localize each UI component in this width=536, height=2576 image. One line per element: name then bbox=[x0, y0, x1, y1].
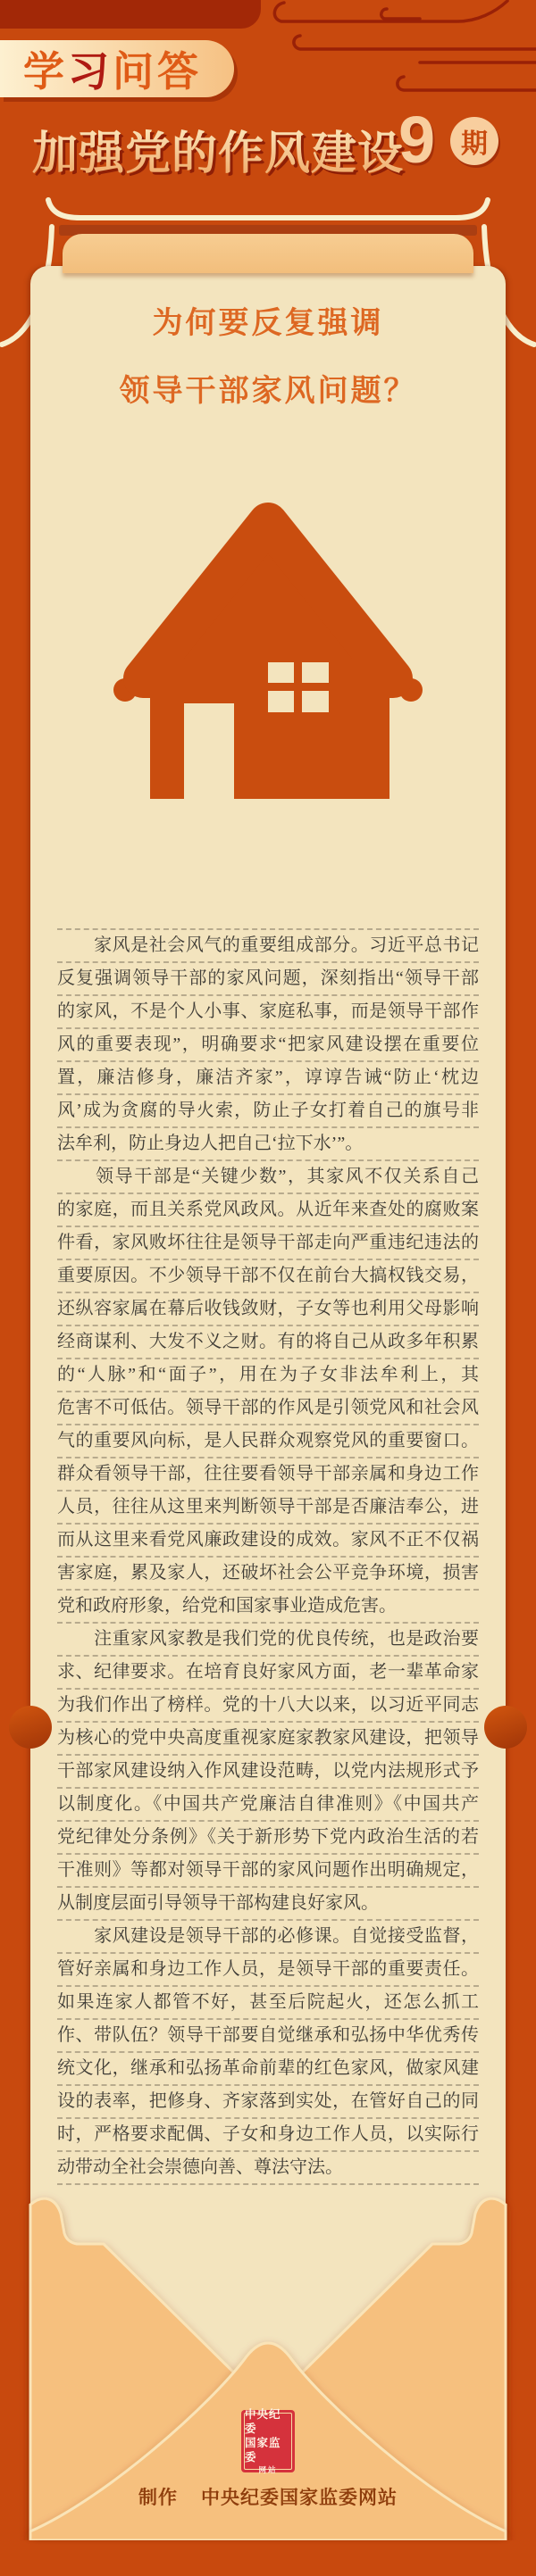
article-text-line: 件看，家风败坏往往是领导干部走向严重违纪违法的 bbox=[57, 1227, 479, 1260]
series-badge-label: 学 bbox=[23, 48, 68, 95]
issue-unit-badge bbox=[450, 117, 498, 165]
issue-number: 9 bbox=[398, 103, 436, 177]
article-text-line: 设的表率，把修身、齐家落到实处，在管好自己的同 bbox=[57, 2086, 479, 2119]
article-text-line: 法牟利，防止身边人把自己‘拉下水’”。 bbox=[57, 1128, 479, 1161]
article-text-line: 的家风，不是个人小事、家庭私事，而是领导干部作 bbox=[57, 996, 479, 1029]
article-text-line: 以制度化。《中国共产党廉洁自律准则》《中国共产 bbox=[57, 1789, 479, 1822]
article-text-line: 作、带队伍？领导干部要自觉继承和弘扬中华优秀传 bbox=[57, 2020, 479, 2053]
article-text-line: 注重家风家教是我们党的优良传统，也是政治要 bbox=[57, 1624, 479, 1657]
house-icon bbox=[89, 495, 447, 817]
article-text-line: 还纵容家属在幕后收钱敛财，子女等也利用父母影响 bbox=[57, 1293, 479, 1326]
question-title bbox=[30, 298, 506, 410]
seal-text-line-2: 国家监委 bbox=[245, 2437, 281, 2464]
article-text-line: 干准则》等都对领导干部的家风问题作出明确规定， bbox=[57, 1855, 479, 1888]
card-header-band bbox=[63, 234, 473, 273]
article-text-line: 如果连家人都管不好，甚至后院起火，还怎么抓工 bbox=[57, 1987, 479, 2020]
series-badge bbox=[0, 40, 234, 97]
article-text-line: 而从这里来看党风廉政建设的成效。家风不正不仅祸 bbox=[57, 1525, 479, 1558]
article-text-line: 领导干部是“关键少数”，其家风不仅关系自己 bbox=[57, 1161, 479, 1194]
article-text-line: 求、纪律要求。在培育良好家风方面，老一辈革命家 bbox=[57, 1657, 479, 1690]
credit-label: 制作 bbox=[138, 2488, 178, 2508]
article-text-line: 家风建设是领导干部的必修课。自觉接受监督， bbox=[57, 1921, 479, 1954]
article-text-line: 的家庭，而且关系党风政风。从近年来查处的腐败案 bbox=[57, 1194, 479, 1227]
question-line-2: 领导干部家风问题？ bbox=[119, 374, 417, 408]
article-text-line: 经商谋利、大发不义之财。有的将自己从政多年积累 bbox=[57, 1326, 479, 1359]
article-text-line: 为核心的党中央高度重视家庭家教家风建设，把领导 bbox=[57, 1723, 479, 1756]
article-text-line: 危害不可低估。领导干部的作风是引领党风和社会风 bbox=[57, 1392, 479, 1425]
article-text-line: 气的重要风向标，是人民群众观察党风的重要窗口。 bbox=[57, 1425, 479, 1458]
article-text-line: 反复强调领导干部的家风问题，深刻指出“领导干部 bbox=[57, 963, 479, 996]
official-seal bbox=[241, 2410, 295, 2472]
article-text-line: 置，廉洁修身，廉洁齐家”，谆谆告诫“防止‘枕边 bbox=[57, 1062, 479, 1095]
side-notch-right bbox=[484, 1706, 527, 1749]
side-notch-left bbox=[9, 1706, 52, 1749]
article-text-line: 的“人脉”和“面子”，用在为子女非法牟利上，其 bbox=[57, 1359, 479, 1392]
issue-title: 加强党的作风建设 bbox=[32, 116, 404, 182]
question-line-1: 为何要反复强调 bbox=[152, 306, 384, 340]
article-text-line: 家风是社会风气的重要组成部分。习近平总书记 bbox=[57, 930, 479, 963]
article-text-line: 重要原因。不少领导干部不仅在前台大搞权钱交易， bbox=[57, 1260, 479, 1293]
series-badge-label: 习 bbox=[68, 48, 113, 95]
seal-text-line-1: 中央纪委 bbox=[245, 2408, 281, 2435]
article-text-line: 人员，往往从这里来判断领导干部是否廉洁奉公，进 bbox=[57, 1492, 479, 1525]
series-badge-label: 问答 bbox=[113, 48, 202, 95]
article-text-line: 管好亲属和身边工作人员，是领导干部的重要责任。 bbox=[57, 1954, 479, 1987]
article-text-line: 党和政府形象，给党和国家事业造成危害。 bbox=[57, 1591, 479, 1624]
issue-unit-label: 期 bbox=[461, 129, 488, 159]
article-text-line: 风的重要表现”，明确要求“把家风建设摆在重要位 bbox=[57, 1029, 479, 1062]
article-text-line: 风’成为贪腐的导火索，防止子女打着自己的旗号非 bbox=[57, 1095, 479, 1128]
production-credit bbox=[0, 2483, 536, 2510]
credit-value: 中央纪委国家监委网站 bbox=[201, 2488, 398, 2508]
article-text-line: 统文化，继承和弘扬革命前辈的红色家风，做家风建 bbox=[57, 2053, 479, 2086]
article-text-line: 时，严格要求配偶、子女和身边工作人员，以实际行 bbox=[57, 2119, 479, 2152]
article-text-line: 为我们作出了榜样。党的十八大以来，以习近平同志 bbox=[57, 1690, 479, 1723]
article-body bbox=[57, 928, 479, 2185]
article-text-line: 干部家风建设纳入作风建设范畴，以党内法规形式予 bbox=[57, 1756, 479, 1789]
article-text-line: 从制度层面引导领导干部构建良好家风。 bbox=[57, 1888, 479, 1921]
article-text-line: 党纪律处分条例》《关于新形势下党内政治生活的若 bbox=[57, 1822, 479, 1855]
article-text-line: 动带动全社会崇德向善、尊法守法。 bbox=[57, 2152, 479, 2185]
article-text-line: 群众看领导干部，往往要看领导干部亲属和身边工作 bbox=[57, 1458, 479, 1492]
article-text-line: 害家庭，累及家人，还破坏社会公平竞争环境，损害 bbox=[57, 1558, 479, 1591]
seal-text-line-3: 网站 bbox=[258, 2465, 278, 2474]
